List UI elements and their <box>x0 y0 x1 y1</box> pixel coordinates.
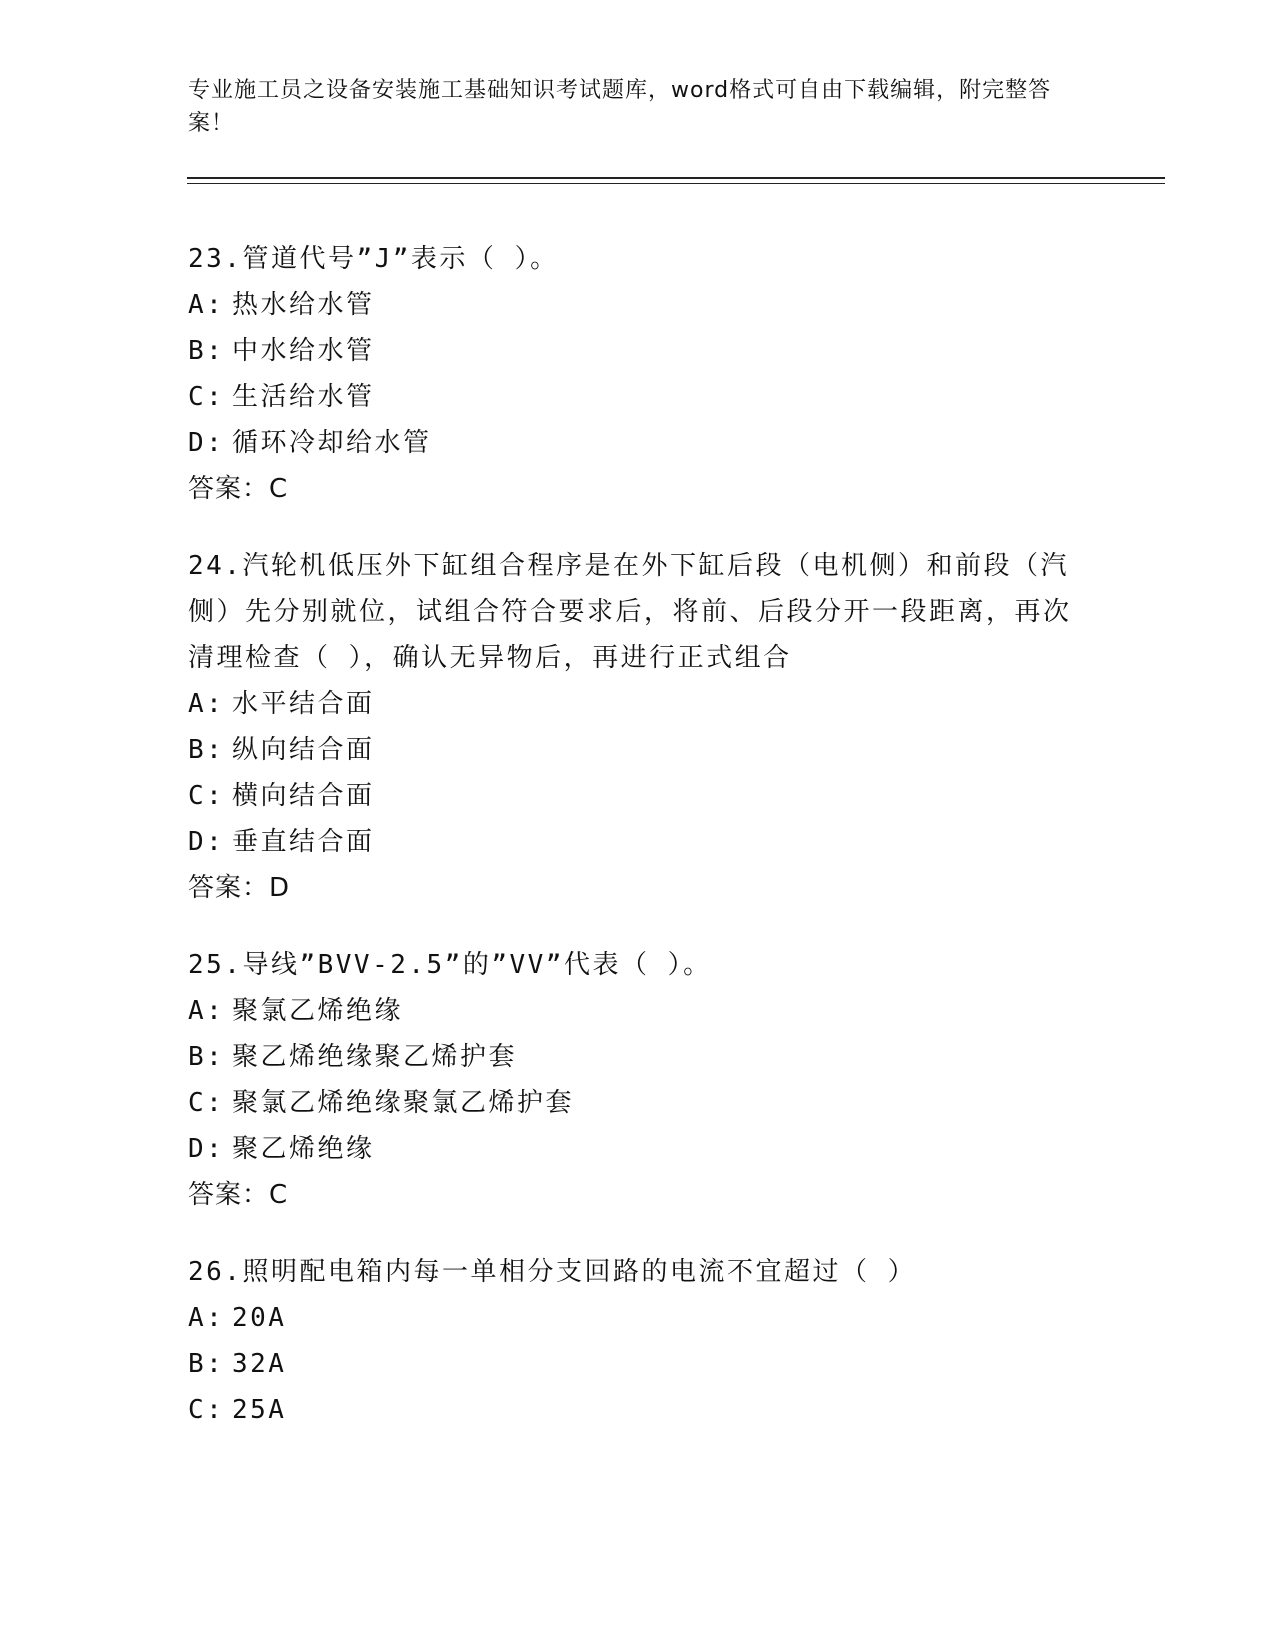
option-text: 横向结合面 <box>232 781 375 811</box>
option-text: 25A <box>232 1395 287 1425</box>
option-d <box>188 420 1088 466</box>
option-key: D: <box>188 428 225 458</box>
option-b <box>188 1034 1088 1080</box>
option-a <box>188 1295 1088 1341</box>
question-stem: 23.管道代号”J”表示（ ）。 <box>188 244 559 274</box>
option-b <box>188 727 1088 773</box>
header-rule-thin <box>187 183 1165 184</box>
option-key: B: <box>188 336 225 366</box>
option-key: A: <box>188 689 225 719</box>
header-rule-thick <box>187 177 1165 179</box>
option-text: 纵向结合面 <box>232 735 375 765</box>
option-key: C: <box>188 781 225 811</box>
question-list <box>188 236 1088 1464</box>
answer-line: 答案：D <box>188 873 291 903</box>
option-c <box>188 773 1088 819</box>
option-key: A: <box>188 996 225 1026</box>
option-text: 聚乙烯绝缘 <box>232 1134 375 1164</box>
option-b <box>188 328 1088 374</box>
option-key: A: <box>188 1303 225 1333</box>
option-c <box>188 1387 1088 1433</box>
option-b <box>188 1341 1088 1387</box>
question-stem: 24.汽轮机低压外下缸组合程序是在外下缸后段（电机侧）和前段（汽侧）先分别就位，试组合符合要求后，将前、后段分开一段距离，再次清理检查（ ），确认无异物后，再进行正式组合 <box>188 551 1072 673</box>
option-key: D: <box>188 827 225 857</box>
answer-line: 答案：C <box>188 1180 289 1210</box>
option-key: D: <box>188 1134 225 1164</box>
option-text: 中水给水管 <box>232 336 375 366</box>
option-key: B: <box>188 1349 225 1379</box>
question-24 <box>188 543 1088 911</box>
question-25 <box>188 942 1088 1218</box>
question-stem: 25.导线”BVV-2.5”的”VV”代表（ ）。 <box>188 950 712 980</box>
option-text: 循环冷却给水管 <box>232 428 432 458</box>
option-d <box>188 1126 1088 1172</box>
question-23 <box>188 236 1088 512</box>
option-text: 20A <box>232 1303 287 1333</box>
option-c <box>188 374 1088 420</box>
option-key: C: <box>188 1088 225 1118</box>
option-key: C: <box>188 1395 225 1425</box>
option-d <box>188 819 1088 865</box>
option-text: 32A <box>232 1349 287 1379</box>
option-text: 热水给水管 <box>232 290 375 320</box>
option-key: C: <box>188 382 225 412</box>
option-key: A: <box>188 290 225 320</box>
option-text: 聚乙烯绝缘聚乙烯护套 <box>232 1042 518 1072</box>
question-stem: 26.照明配电箱内每一单相分支回路的电流不宜超过（ ） <box>188 1257 917 1287</box>
document-header: 专业施工员之设备安装施工基础知识考试题库，word格式可自由下载编辑，附完整答案！ <box>188 78 1052 136</box>
question-26 <box>188 1249 1088 1433</box>
option-text: 聚氯乙烯绝缘聚氯乙烯护套 <box>232 1088 575 1118</box>
option-key: B: <box>188 1042 225 1072</box>
option-a <box>188 681 1088 727</box>
option-text: 水平结合面 <box>232 689 375 719</box>
answer-line: 答案：C <box>188 474 289 504</box>
option-text: 生活给水管 <box>232 382 375 412</box>
option-key: B: <box>188 735 225 765</box>
option-a <box>188 282 1088 328</box>
option-text: 垂直结合面 <box>232 827 375 857</box>
option-text: 聚氯乙烯绝缘 <box>232 996 404 1026</box>
option-a <box>188 988 1088 1034</box>
option-c <box>188 1080 1088 1126</box>
